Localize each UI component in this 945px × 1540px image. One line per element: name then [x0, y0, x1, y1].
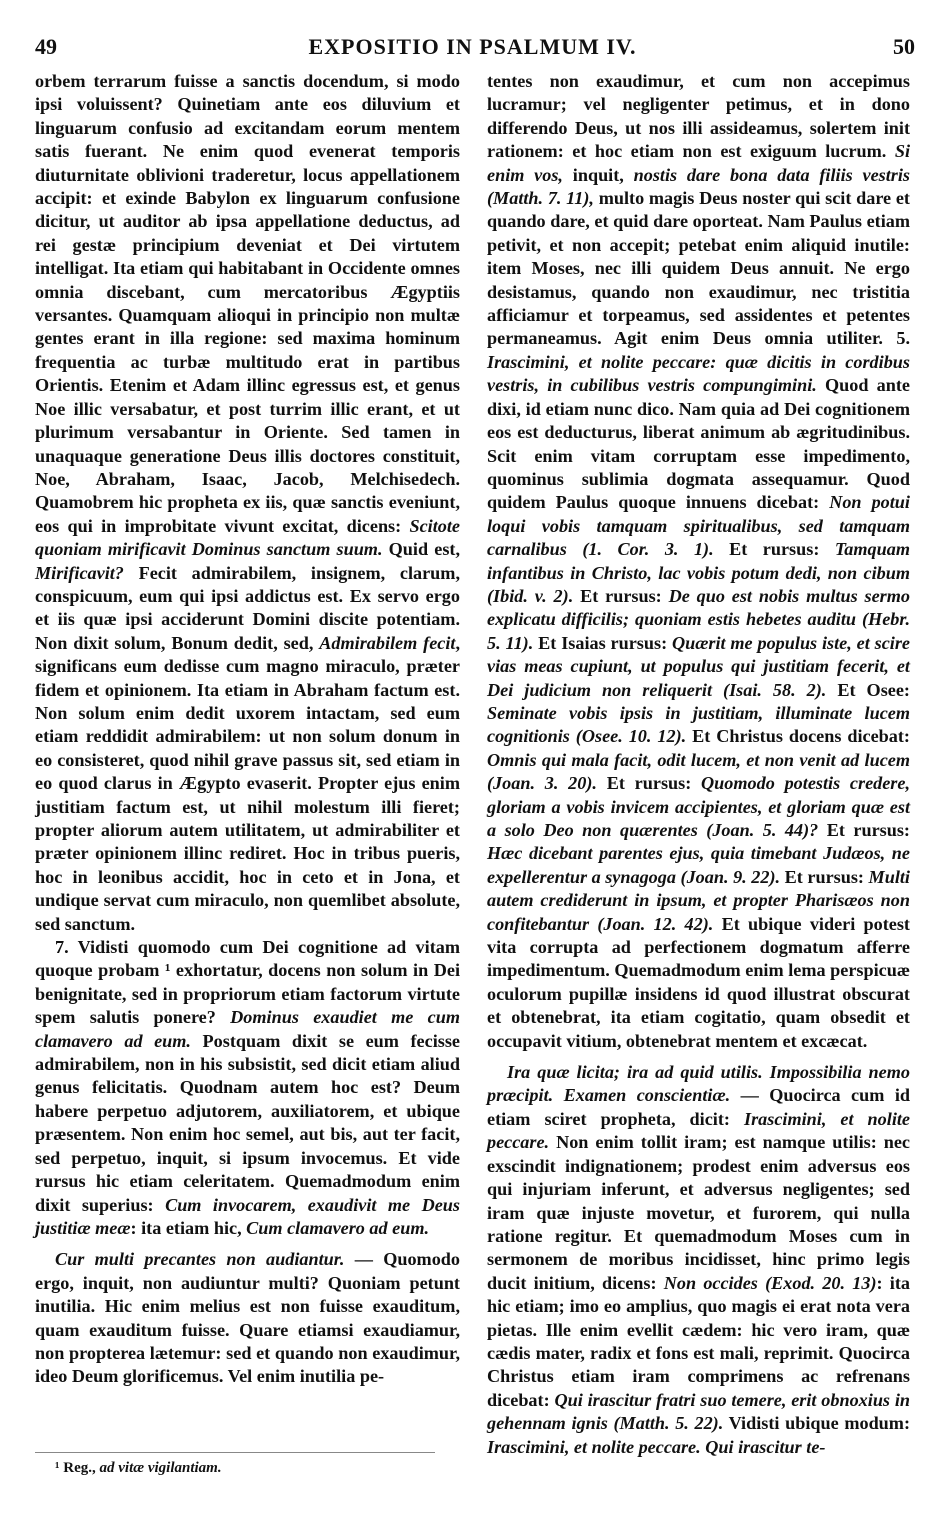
citation: (Ibid. v. 2).	[487, 585, 574, 606]
text-run: Quod ante dixi, id etiam nunc dico. Nam quia ad Dei cognitionem eos est deducturus, liberat animum ab ægritudinibus. Scit enim vitam corruptam esse impedimento, quominus sublimia dogmata assequamur. Quod quidem Paulus quoque innuens dicebat:	[487, 375, 910, 513]
scripture-quote: Seminate vobis ipsis in justitiam, illuminate lucem cognitionis	[487, 702, 910, 747]
page-number-left: 49	[35, 34, 57, 59]
scripture-quote: Omnis qui mala facit, odit lucem, et non venit ad lucem	[487, 749, 910, 770]
text-run: , significans eum dedisse cum magno miraculo, præter fidem et opinionem. Ita etiam in Abraham factum est. Non solum enim dedit uxorem intactam, sed eum etiam reddidit admirabilem: ut non solum donum in eo consisteret, quod nihil grave passus sit, sed etiam in eo quod clarus in Ægypto evaserit. Propter ejus enim justitiam factum est, ut nihil molestum illi fieret; propter aliorum autem utilitatem, ut admirabiliter et præter opinionem illinc rediret. Hoc in tribus pueris, hoc in leonibus accidit, hoc in ceto et in Jona, et undique servat cum miraculo, non quemlibet absolute, sed sanctum.	[35, 632, 460, 934]
citation: (Osee. 10. 12).	[569, 726, 687, 747]
section-heading: Ira quæ licita; ira ad quid utilis. Impossibilia nemo præcipit. Examen conscientiæ.	[487, 1062, 910, 1106]
scripture-quote: Admirabilem fecit	[319, 632, 456, 653]
scripture-quote: Irascimini, et nolite peccare.	[487, 1108, 910, 1153]
text-run: Fecit admirabilem, insignem, clarum, conspicuum, eum qui ipsi addictus est. Ex servo ergo et iis quæ ipsi acciderunt Domini discite potentiam. Non dixit solum, Bonum dedit, sed,	[35, 562, 460, 653]
scripture-quote: Quomodo potestis credere, gloriam a vobis invicem accipientes, et gloriam quæ est a solo Deo non quærentes	[487, 773, 911, 840]
scripture-quote: Multi autem crediderunt in ipsum, et propter Pharisæos non confitebantur	[487, 866, 910, 934]
text-run: multo magis Deus noster qui scit dare et quando dare, et quid dare oporteat. Nam Paulus etiam petivit, et non accepit; petebat enim aliquid inutile: item Moses, nec illi quidem Deus annuit. Ne ergo desistamus, quando non exaudimur, nec tristitia afficiamur et torpeamus, sed assidentes et petentes permaneamus. Agit enim Deus omnia utiliter. 5.	[487, 188, 910, 349]
text-run: orbem terrarum fuisse a sanctis docendum, si modo ipsi voluissent? Quinetiam ante eos diluvium et linguarum confusio ad excitandam eorum mentem satis fuerant. Ne enim quod evenerat temporis diuturnitate oblivioni traderetur, locus appellationem accipit: et exinde Babylon ex linguarum confusione dicitur, ut auditor ab ipsa appellatione deductus, ad rei gestæ principium deveniat et Dei virtutem intelligat. Ita etiam qui habitabant in Occidente omnes omnia discebant, cum mercatoribus Ægyptiis versantes. Quamquam alioqui in principio non multæ gentes erant in illa regione: sed maxima hominum frequentia ac turbæ multitudo erat in partibus Orientis. Etenim et Adam illinc egressus est, et genus Noe illic versabatur, et post turrim illic erant, et ut plurimum versabantur in Oriente. Sed tamen in unaquaque generatione Deus illis doctores constituit, Noe, Abraham, Isaac, Jacob, Melchisedech. Quamobrem hic propheta ex iis, quæ sanctis eveniunt, eos qui in improbitate vivunt excitat, dicens:	[35, 71, 460, 536]
text-run: Et rursus:	[780, 866, 869, 887]
page-header	[0, 24, 945, 66]
text-run: — Quomodo ergo, inquit, non audiuntur multi? Quoniam petunt inutilia. Hic enim melius est non fuisse exauditum, quam exauditum fuisse. Quare etiamsi exaudiamur, non propterea lætemur: sed et quando non exaudimur, ideo Deum glorificemus. Vel enim inutilia pe-	[35, 1249, 461, 1387]
text-run: Reg.,	[59, 1460, 100, 1476]
text-run: Vidisti ubique modum:	[723, 1413, 911, 1434]
scripture-quote: Hæc dicebant parentes ejus, quia timebant Judæos, ne expellerentur a synagoga	[487, 843, 910, 887]
running-title: EXPOSITIO IN PSALMUM IV.	[308, 34, 637, 59]
scripture-quote: Irascimini, et nolite peccare: quæ dicitis in cordibus vestris, in cubilibus vestris compungimini.	[487, 351, 910, 396]
text-run: Et rursus:	[818, 820, 910, 840]
citation: (Joan. 9. 22).	[675, 866, 781, 887]
footnote-mark: ¹	[55, 1460, 60, 1476]
section-heading: Cur multi precantes non audiantur.	[55, 1249, 345, 1270]
citation: (Joan. 5. 44)?	[697, 820, 819, 840]
citation: (Matth. 7. 11),	[487, 188, 594, 209]
text-run: 7. Vidisti quomodo cum Dei cognitione ad vitam quoque probam ¹ exhortatur, docens non solum in Dei benignitate, sed in propriorum etiam factorum virtute spem salutis ponere?	[35, 937, 460, 1028]
scripture-quote: Quærit me populus iste, et scire vias meas cupiunt, ut populus qui justitiam fecerit, et Dei judicium non reliquerit	[487, 632, 910, 700]
scripture-quote: Dominus exaudiet me cum clamavero ad eum.	[35, 1007, 460, 1051]
text-run: Et Isaias rursus:	[533, 632, 672, 653]
text-run: : ita etiam hic,	[130, 1217, 247, 1238]
scripture-quote: Non potui loqui vobis tamquam spiritualibus, sed tamquam carnalibus	[487, 492, 910, 560]
text-run: Non enim tollit iram; est namque utilis: nec exscindit indignationem; prodest enim adversus eos qui injuriam inferunt, et adversus negligentes; sed iram quæ injuste movetur, et furorem, qui nulla ratione regitur. Et quemadmodum Moses cum in sermonem de moribus incidisset, hinc primo legis ducit initium, dicens:	[487, 1132, 910, 1293]
text-run: : ita hic etiam; imo eo amplius, quo magis ei erat nota vera pietas. Ille enim evellit cædem: hic vero iram, quæ cædis mater, radix et fons est mali, reprimit. Quocirca Christus etiam iram comprimens ac refrenans dicebat:	[487, 1272, 910, 1410]
scripture-quote: Cum clamavero ad eum.	[246, 1217, 430, 1238]
citation: (Joan. 12. 42).	[589, 913, 714, 934]
left-column	[35, 70, 460, 1389]
section-paragraph	[35, 1248, 460, 1388]
scripture-quote: Mirificavit?	[35, 562, 124, 583]
text-run: inquit,	[562, 164, 634, 185]
text-run: Et Christus docens dicebat:	[686, 726, 910, 747]
text-run: — Quocirca cum id etiam sciret propheta, dicit:	[487, 1085, 910, 1129]
footnote-text: ad vitæ vigilantiam.	[99, 1460, 222, 1476]
scripture-quote: De quo est nobis multus sermo explicatu difficilis; quoniam estis hebetes auditu	[487, 585, 910, 630]
scripture-quote: Tamquam infantibus in Christo, lac vobis potum dedi, non cibum	[487, 539, 910, 583]
right-column	[487, 70, 910, 1459]
footnote-divider	[35, 1452, 435, 1453]
text-run: Et Osee:	[826, 679, 910, 700]
scripture-quote: Si enim vos,	[487, 141, 910, 185]
text-run: tentes non exaudimur, et cum non accepimus lucramur; vel negligenter petimus, et in dono differendo Deus, ut nos illi assideamus, solertem init rationem: et hoc etiam non est exiguum lucrum.	[487, 71, 910, 162]
citation: (1. Cor. 3. 1).	[566, 539, 714, 560]
paragraph-7	[35, 936, 460, 1240]
scripture-quote: Scitote quoniam mirificavit Dominus sanctum suum.	[35, 515, 460, 560]
scripture-quote: Qui irascitur fratri suo temere, erit obnoxius in gehennam ignis	[487, 1389, 910, 1434]
page-number-right: 50	[893, 34, 915, 59]
scripture-quote: Non occides	[663, 1272, 758, 1293]
scripture-quote: Cum invocarem, exaudivit me Deus justitiæ meæ	[35, 1194, 460, 1238]
text-run: Et ubique videri potest vita corrupta ad perfectionem dogmatum afferre impedimentum. Quemadmodum enim lema perspicuæ oculorum pupillæ insidens id quod illustrat obscurat et obtenebrat, ita etiam cogitatio, quam obsedit et occupavit vitium, obtenebrat mentem et excæcat.	[487, 913, 910, 1051]
citation: (Hebr. 5. 11).	[487, 609, 910, 653]
citation: (Isai. 58. 2).	[712, 679, 827, 700]
citation: (Joan. 3. 20).	[487, 773, 597, 794]
scripture-quote: Irascimini, et nolite peccare. Qui irascitur te-	[487, 1436, 826, 1457]
text-run: Et rursus:	[596, 773, 702, 794]
paragraph	[487, 70, 910, 1053]
scripture-quote: nostis dare bona data filiis vestris	[633, 164, 910, 185]
paragraph	[35, 70, 460, 936]
text-run: Et rursus:	[713, 539, 835, 560]
text-run: Quid est,	[382, 539, 460, 560]
section-paragraph	[487, 1061, 910, 1459]
text-run: Et rursus:	[573, 585, 669, 606]
citation: (Exod. 20. 13)	[757, 1272, 877, 1293]
citation: (Matth. 5. 22).	[607, 1413, 724, 1434]
text-run: Postquam dixit se eum fecisse admirabilem, non in his subsistit, sed dicit etiam aliud genus felicitatis. Quodnam autem hoc est? Deum habere perpetuo adjutorem, auxiliatorem, et ubique præsentem. Non enim hoc semel, aut bis, aut ter facit, sed perpetuo, inquit, si ipsum invocemus. Et vide rursus hic etiam celeritatem. Quemadmodum enim dixit superius:	[35, 1030, 460, 1215]
footnote	[55, 1460, 222, 1477]
